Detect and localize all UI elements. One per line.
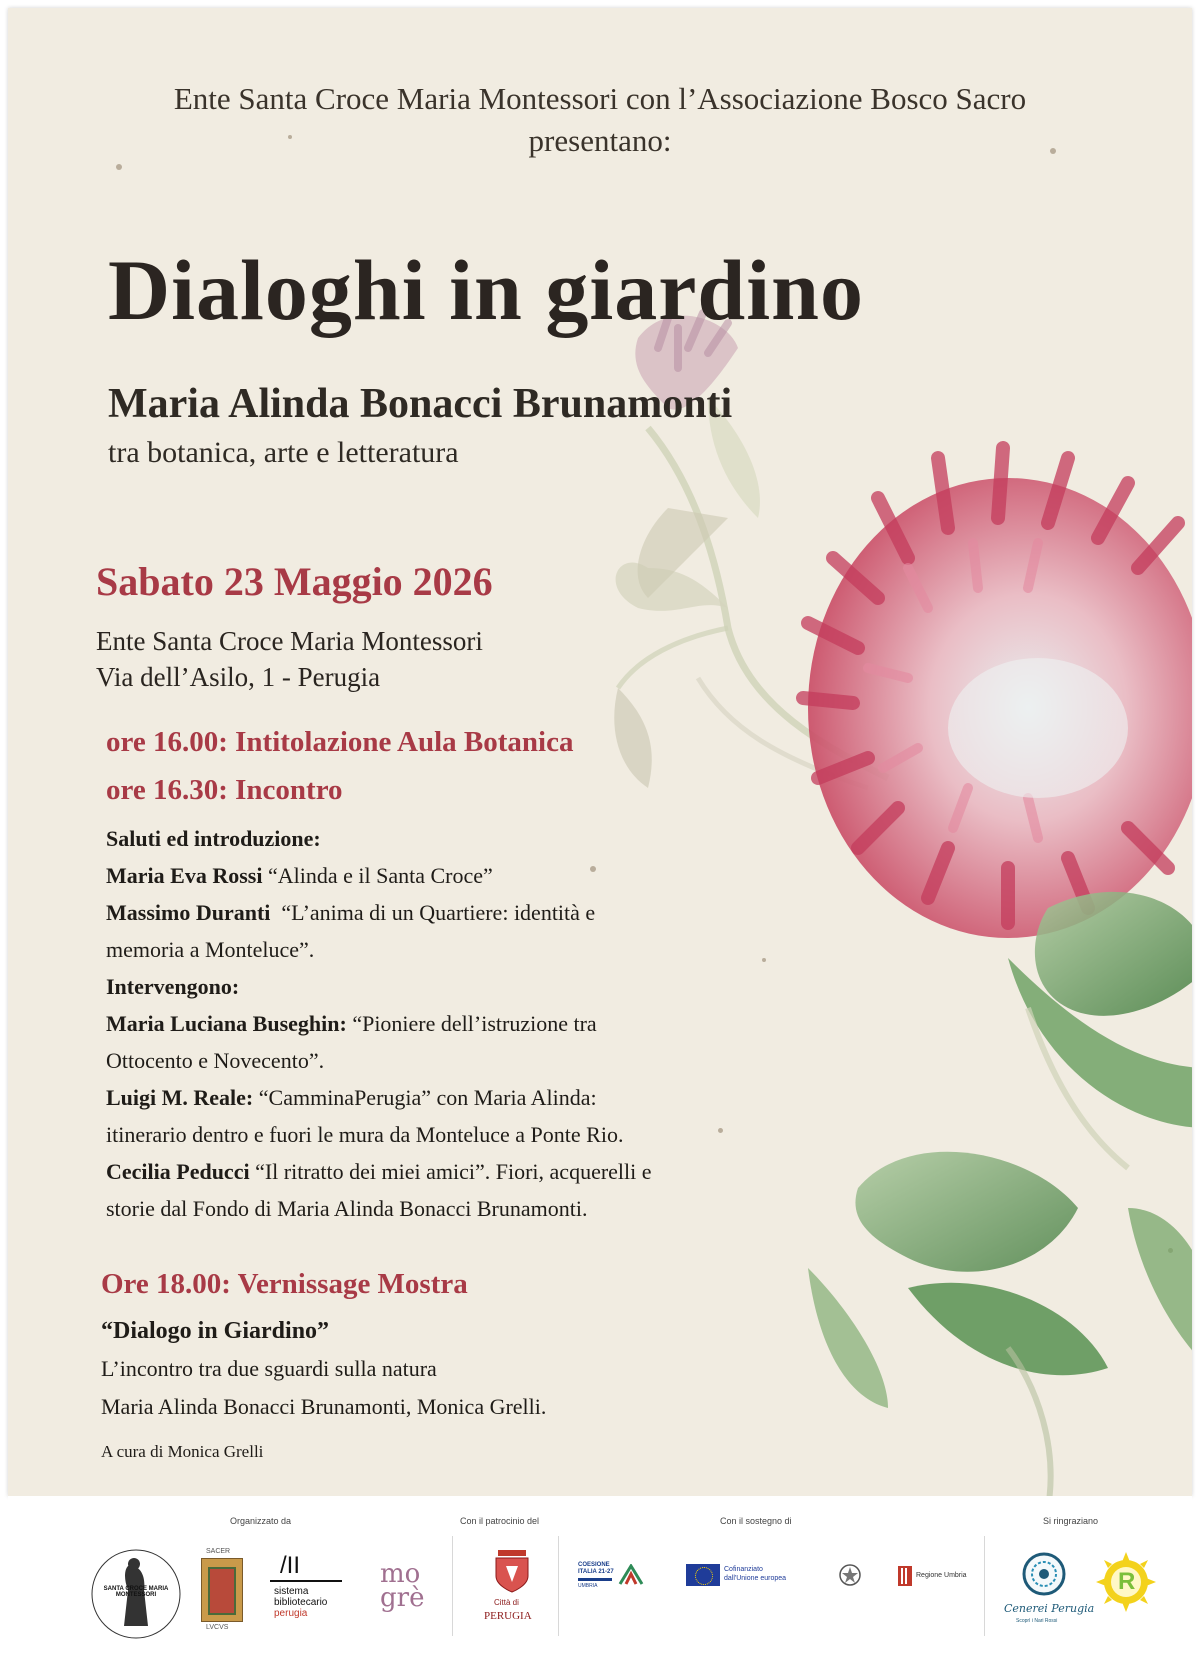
event-poster (8, 8, 1192, 1496)
speaker-line (106, 1085, 597, 1111)
speaker-name: Maria Luciana Buseghin: (106, 1011, 347, 1036)
cenerei-perugia-logo (1002, 1552, 1095, 1632)
cenerei-sub-text: Scoprì i Nari Rossi (1016, 1618, 1058, 1624)
perugia-text: perugia (274, 1608, 308, 1619)
sacer-lucus-logo (198, 1548, 248, 1638)
organized-label: Organizzato da (230, 1516, 292, 1526)
schedule-item-1600: ore 16.00: Intitolazione Aula Botanica (106, 726, 574, 758)
umbria-small-text: UMBRIA (578, 1583, 598, 1589)
curator-credit: A cura di Monica Grelli (101, 1442, 264, 1461)
talk-title-cont: storie dal Fondo di Maria Alinda Bonacci Brunamonti. (106, 1196, 588, 1221)
regione-umbria-text: Regione Umbria (916, 1572, 967, 1579)
regione-umbria-logo (898, 1566, 988, 1590)
lucus-text: LVCVS (206, 1624, 229, 1631)
schedule-item-1630: ore 16.30: Incontro (106, 774, 343, 806)
italian-republic-emblem (838, 1562, 862, 1588)
talk-title: “L’anima di un Quartiere: identità e (270, 900, 596, 925)
talk-title-cont: itinerario dentro e fuori le mura da Monteluce a Ponte Rio. (106, 1122, 624, 1147)
sacer-text: SACER (206, 1548, 231, 1555)
paper-speck (116, 164, 122, 170)
venue-address: Via dell’Asilo, 1 - Perugia (96, 662, 381, 692)
eu-cofinanced-logo (686, 1564, 806, 1594)
divider (558, 1536, 559, 1636)
eu-text: dall'Unione europea (724, 1575, 787, 1582)
speaker-line (106, 1159, 652, 1185)
divider (452, 1536, 453, 1636)
sistema-text: sistema (274, 1586, 309, 1597)
r-sun-logo (1094, 1550, 1158, 1614)
talk-title-cont: Ottocento e Novecento”. (106, 1048, 325, 1073)
schedule-item-1800: Ore 18.00: Vernissage Mostra (101, 1268, 468, 1300)
santa-croce-logo-text: SANTA CROCE MARIA MONTESSORI (103, 1586, 169, 1598)
speaker-line (106, 900, 595, 926)
talk-title: “Pioniere dell’istruzione tra (346, 1011, 597, 1036)
paper-speck (590, 866, 596, 872)
mogre-text: mo grè (380, 1559, 425, 1613)
exhibit-title: “Dialogo in Giardino” (101, 1318, 330, 1344)
santa-croce-logo (88, 1546, 184, 1642)
speaker-name: Massimo Duranti (106, 900, 271, 925)
patronage-label: Con il patrocinio del (460, 1516, 540, 1526)
bibliotecario-text: bibliotecario (274, 1597, 328, 1608)
event-subtitle: Maria Alinda Bonacci Brunamonti (108, 381, 733, 427)
clover-flower-illustration (608, 308, 1192, 1496)
venue-name: Ente Santa Croce Maria Montessori (96, 626, 483, 656)
talk-title: “CamminaPerugia” con Maria Alinda: (253, 1085, 597, 1110)
event-title: Dialoghi in giardino (108, 242, 864, 338)
perugia-city-text: PERUGIA (484, 1610, 532, 1622)
presentano-line: presentano: (528, 123, 672, 158)
citta-di-text: Città di (494, 1598, 519, 1607)
cofinanziato-text: Cofinanziato (724, 1566, 763, 1573)
speaker-name: Maria Eva Rossi (106, 863, 263, 888)
coesione-italia-logo (578, 1562, 648, 1602)
speaker-name: Cecilia Peducci (106, 1159, 250, 1184)
talk-title-cont: memoria a Monteluce”. (106, 937, 315, 962)
cenerei-text: Cenerei Perugia (1004, 1602, 1095, 1615)
speaker-name: Luigi M. Reale: (106, 1085, 254, 1110)
event-date: Sabato 23 Maggio 2026 (96, 559, 493, 604)
greetings-heading: Saluti ed introduzione: (106, 826, 321, 851)
exhibit-artists: Maria Alinda Bonacci Brunamonti, Monica Grelli. (101, 1394, 547, 1419)
organizers-intro: Ente Santa Croce Maria Montessori con l’Associazione Bosco Sacro (173, 81, 1027, 116)
sistema-bibliotecario-logo: /II sistema bibliotecario perugia (270, 1552, 350, 1632)
italia-text: ITALIA 21-27 (578, 1569, 614, 1575)
citta-di-perugia-logo (484, 1548, 544, 1638)
coesione-text: COESIONE (578, 1562, 610, 1568)
support-label: Con il sostegno di (720, 1516, 792, 1526)
speaker-line (106, 1011, 597, 1037)
exhibit-description: L’incontro tra due sguardi sulla natura (101, 1356, 437, 1381)
event-tagline: tra botanica, arte e letteratura (108, 436, 459, 469)
mogre-logo (378, 1556, 448, 1626)
talk-title: “Il ritratto dei miei amici”. Fiori, acquerelli e (249, 1159, 652, 1184)
talk-title: “Alinda e il Santa Croce” (262, 863, 493, 888)
interventions-heading: Intervengono: (106, 974, 240, 999)
sponsor-footer (8, 1496, 1192, 1674)
thanks-label: Si ringraziano (1043, 1516, 1099, 1526)
speaker-line (106, 863, 493, 889)
r-letter: R (1118, 1568, 1136, 1595)
